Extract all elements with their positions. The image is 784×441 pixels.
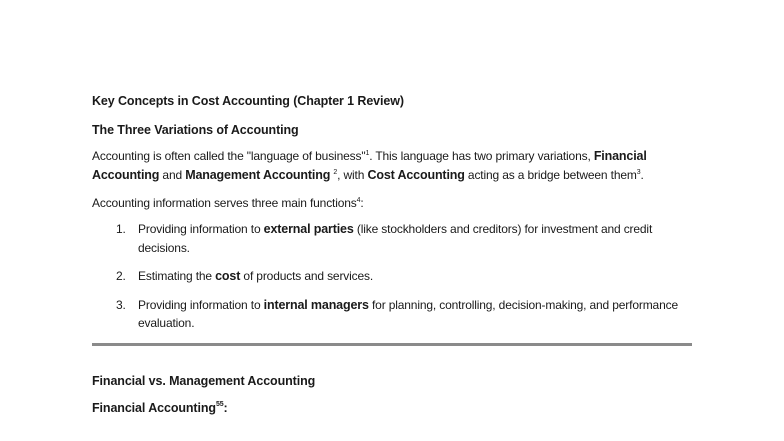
term-external-parties: external parties: [263, 222, 354, 236]
text-run: and: [159, 168, 186, 182]
list-item: [92, 220, 692, 257]
footnote-ref-1[interactable]: 1: [365, 149, 370, 157]
footnote-ref-3[interactable]: 3: [636, 168, 641, 176]
term-internal-managers: internal managers: [263, 297, 369, 312]
text-run: (like stockholders and creditors) for investment and credit decisions.: [138, 222, 653, 255]
list-item: [92, 296, 692, 333]
text-run: Accounting information serves three main functions: [92, 196, 357, 210]
subheading-financial-accounting: [92, 400, 692, 416]
functions-list: [92, 220, 692, 333]
term-financial-accounting: Financial Accounting: [92, 149, 647, 182]
section-heading-variations: The Three Variations of Accounting: [92, 123, 299, 137]
paragraph-main-functions: [92, 194, 692, 213]
text-run: . This language has two primary variations,: [369, 149, 594, 163]
text-run: acting as a bridge between them: [464, 168, 637, 182]
document-page: [92, 93, 692, 416]
footnote-ref-55[interactable]: 55: [215, 400, 224, 408]
text-run: :: [360, 196, 364, 210]
horizontal-rule: [92, 343, 692, 346]
text-run: for planning, controlling, decision-making, and performance evaluation.: [138, 297, 678, 330]
text-run: Estimating the: [138, 269, 216, 283]
text-run: .: [640, 168, 644, 182]
text-run: Accounting is often called the "language of business": [92, 149, 366, 163]
text-run: , with: [337, 168, 368, 182]
footnote-ref-2[interactable]: 2: [333, 168, 338, 176]
paragraph-language-of-business: [92, 147, 692, 185]
term-management-accounting: Management Accounting: [185, 168, 331, 182]
list-number: 1.: [116, 222, 126, 236]
list-number: 2.: [116, 269, 126, 283]
section-heading-financial-vs-management: Financial vs. Management Accounting: [92, 373, 316, 388]
text-run: of products and services.: [240, 269, 374, 283]
text-run: Financial Accounting: [92, 400, 216, 415]
list-item: [92, 267, 692, 286]
list-number: 3.: [116, 297, 126, 312]
footnote-ref-4[interactable]: 4: [356, 196, 361, 204]
document-title: Key Concepts in Cost Accounting (Chapter 1 Review): [92, 94, 404, 108]
text-run: Providing information to: [138, 222, 264, 236]
text-run: Providing information to: [138, 297, 264, 312]
text-run: :: [223, 400, 228, 415]
term-cost: cost: [215, 269, 241, 283]
term-cost-accounting: Cost Accounting: [367, 168, 465, 182]
